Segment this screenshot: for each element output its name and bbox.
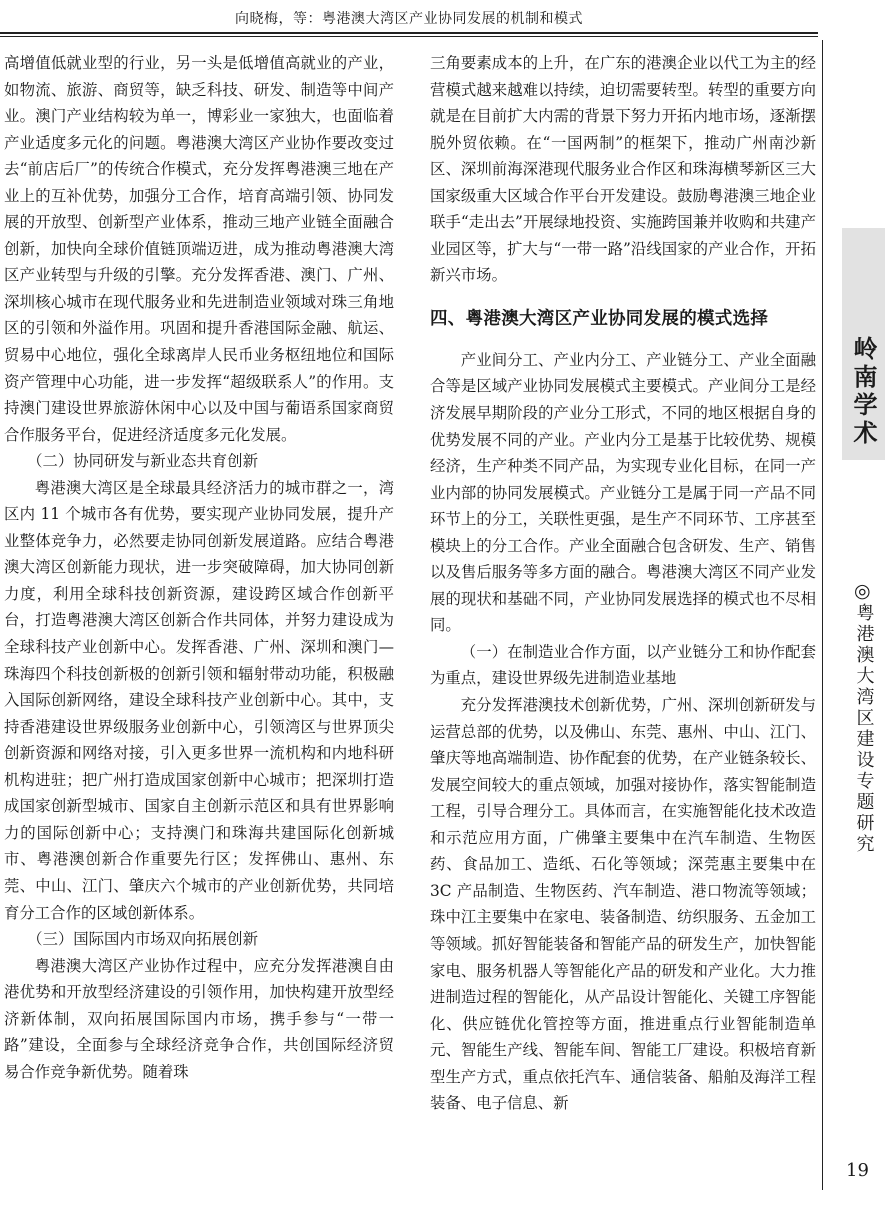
paragraph: 高增值低就业型的行业，另一头是低增值高就业的产业，如物流、旅游、商贸等，缺乏科技、研发、制造等中间产业。澳门产业结构较为单一，博彩业一家独大，也面临着产业适度多元化的问题。粤港澳大湾区产业协作要改变过去“前店后厂”的传统合作模式，充分发挥粤港澳三地在产业上的互补优势，加强分工合作，培育高端引领、协同发展的开放型、创新型产业体系，推动三地产业链全面融合创新，加快向全球价值链顶端迈进，成为推动粤港澳大湾区产业转型与升级的引擎。充分发挥香港、澳门、广州、深圳核心城市在现代服务业和先进制造业领域对珠三角地区的引领和外溢作用。巩固和提升香港国际金融、航运、贸易中心地位，强化全球离岸人民币业务枢纽地位和国际资产管理中心功能，进一步发挥“超级联系人”的作用。支持澳门建设世界旅游休闲中心以及中国与葡语系国家商贸合作服务平台，促进经济适度多元化发展。 — [4, 54, 394, 444]
header-rule — [0, 32, 818, 34]
subsection-heading: （三）国际国内市场双向拓展创新 — [27, 930, 258, 949]
section-heading: 四、粤港澳大湾区产业协同发展的模式选择 — [430, 308, 769, 329]
series-title: 粤港澳大湾区建设专题研究 — [853, 603, 875, 855]
paragraph: 三角要素成本的上升，在广东的港澳企业以代工为主的经营模式越来越难以持续，迫切需要转型。转型的重要方向就是在目前扩大内需的背景下努力开拓内地市场，逐渐摆脱外贸依赖。在“一国两制”的框架下，推动广州南沙新区、深圳前海深港现代服务业合作区和珠海横琴新区三大国家级重大区域合作平台开发建设。鼓励粤港澳三地企业联手“走出去”开展绿地投资、实施跨国兼并收购和共建产业园区等，扩大与“一带一路”沿线国家的产业合作，开拓新兴市场。 — [430, 54, 816, 285]
paragraph: 产业间分工、产业内分工、产业链分工、产业全面融合等是区域产业协同发展模式主要模式。产业间分工是经济发展早期阶段的产业分工形式，不同的地区根据自身的优势发展不同的产业。产业内分工是基于比较优势、规模经济，生产种类不同产品，为实现专业化目标，在同一产业内部的协同发展模式。产业链分工是属于同一产品不同环节上的分工，关联性更强，是生产不同环节、工序甚至模块上的分工合作。产业全面融合包含研发、生产、销售以及售后服务等多方面的融合。粤港澳大湾区不同产业发展的现状和基础不同，产业协同发展选择的模式也不尽相同。 — [430, 350, 816, 635]
left-column — [4, 50, 394, 1190]
paragraph: 粤港澳大湾区产业协作过程中，应充分发挥港澳自由港优势和开放型经济建设的引领作用，加快构建开放型经济新体制，双向拓展国际国内市场，携手参与“一带一路”建设，全面参与全球经济竞争合作，共创国际经济贸易合作竞争新优势。随着珠 — [4, 956, 394, 1081]
header-rule-thin — [0, 36, 818, 37]
paragraph: 充分发挥港澳技术创新优势，广州、深圳创新研发与运营总部的优势，以及佛山、东莞、惠州、中山、江门、肇庆等地高端制造、协作配套的优势，在产业链条较长、发展空间较大的重点领域，加强对接协作，落实智能制造工程，引导合理分工。具体而言，在实施智能化技术改造和示范应用方面，广佛肇主要集中在汽车制造、生物医药、食品加工、造纸、石化等领域；深莞惠主要集中在 3C 产品制造、生物医药、汽车制造、港口物流等领域；珠中江主要集中在家电、装备制造、纺织服务、五金加工等领域。抓好智能装备和智能产品的研发生产，加快智能家电、服务机器人等智能化产品的研发和产业化。大力推进制造过程的智能化，从产品设计智能化、关键工序智能化、供应链优化管控等方面，推进重点行业智能制造单元、智能生产线、智能车间、智能工厂建设。积极培育新型生产方式，重点依托汽车、通信装备、船舶及海洋工程装备、电子信息、新 — [430, 696, 816, 1113]
right-column — [430, 50, 816, 1190]
subsection-heading: （二）协同研发与新业态共育创新 — [27, 452, 258, 471]
column-divider — [822, 40, 823, 1190]
page-number: 19 — [846, 1160, 869, 1181]
running-head: 向晓梅，等：粤港澳大湾区产业协同发展的机制和模式 — [235, 11, 583, 27]
subsection-heading: （一）在制造业合作方面，以产业链分工和协作配套为重点，建设世界级先进制造业基地 — [430, 642, 816, 688]
paragraph: 粤港澳大湾区是全球最具经济活力的城市群之一，湾区内 11 个城市各有优势，要实现产业协同发展，提升产业整体竞争力，必然要走协同创新发展道路。应结合粤港澳大湾区创新能力现状，进一步突破障碍，加大协同创新力度，利用全球科技创新资源，建设跨区域合作创新平台，打造粤港澳大湾区创新合作共同体，并努力建设成为全球科技产业创新中心。发挥香港、广州、深圳和澳门—珠海四个科技创新极的创新引领和辐射带动功能，积极融入国际创新网络，建设全球科技产业创新中心。其中，支持香港建设世界级服务业创新中心，引领湾区与世界顶尖创新资源和网络对接，引入更多世界一流机构和内地科研机构进驻；把广州打造成国家创新中心城市；把深圳打造成国家创新型城市、国家自主创新示范区和具有世界影响力的国际创新中心；支持澳门和珠海共建国际化创新城市、粤港澳创新合作重要先行区；发挥佛山、惠州、东莞、中山、江门、肇庆六个城市的产业创新优势，共同培育分工合作的区域创新体系。 — [4, 478, 394, 922]
series-bullet-icon: ◎ — [854, 580, 871, 602]
journal-name: 岭南学术 — [849, 336, 877, 448]
